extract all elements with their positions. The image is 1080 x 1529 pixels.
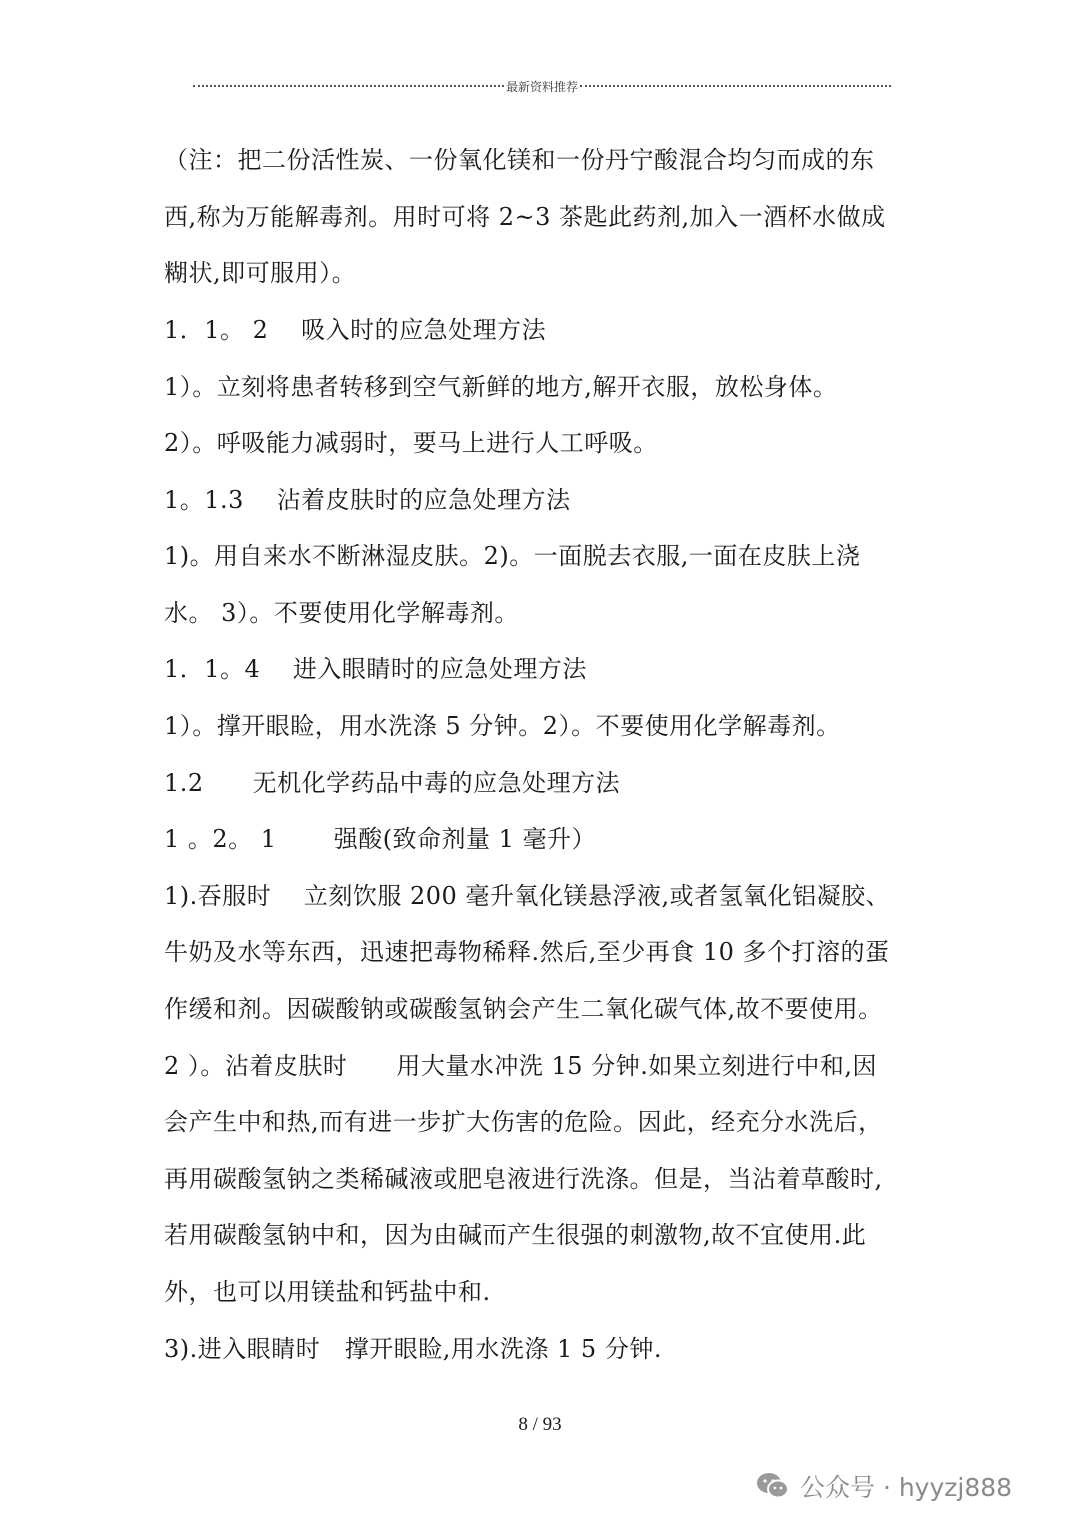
section-heading: 1．1。 2 吸入时的应急处理方法 bbox=[164, 316, 547, 344]
watermark-text: 公众号 · hyyzj888 bbox=[800, 1473, 1013, 1502]
text-line: 1)。用自来水不断淋湿皮肤。2)。一面脱去衣服,一面在皮肤上浇 bbox=[164, 542, 861, 570]
text-line: 3).进入眼睛时 撑开眼睑,用水洗涤 1 5 分钟. bbox=[164, 1335, 662, 1363]
text-line: 外，也可以用镁盐和钙盐中和. bbox=[164, 1278, 491, 1306]
text-line: 1).吞服时 立刻饮服 200 毫升氧化镁悬浮液,或者氢氧化铝凝胶、 bbox=[164, 882, 891, 910]
header-label: 最新资料推荐 bbox=[506, 79, 579, 94]
text-line: 2 ）。沾着皮肤时 用大量水冲洗 15 分钟.如果立刻进行中和,因 bbox=[164, 1052, 877, 1080]
section-heading: 1.2 无机化学药品中毒的应急处理方法 bbox=[164, 769, 621, 797]
section-heading: 1 。2。 1 强酸(致命剂量 1 毫升） bbox=[164, 825, 597, 853]
section-heading: 1。1.3 沾着皮肤时的应急处理方法 bbox=[164, 486, 571, 514]
text-line: 2）。呼吸能力减弱时，要马上进行人工呼吸。 bbox=[164, 429, 658, 457]
wechat-icon bbox=[756, 1471, 790, 1501]
text-line: 糊状,即可服用）。 bbox=[164, 259, 357, 287]
text-line: 若用碳酸氢钠中和，因为由碱而产生很强的刺激物,故不宜使用.此 bbox=[164, 1221, 867, 1249]
page-header bbox=[193, 76, 891, 96]
text-line: 1）。立刻将患者转移到空气新鲜的地方,解开衣服，放松身体。 bbox=[164, 373, 838, 401]
watermark bbox=[756, 1466, 1012, 1506]
text-line: 牛奶及水等东西，迅速把毒物稀释.然后,至少再食 10 多个打溶的蛋 bbox=[164, 938, 890, 966]
text-line: 再用碳酸氢钠之类稀碱液或肥皂液进行洗涤。但是，当沾着草酸时, bbox=[164, 1165, 883, 1193]
header-dotted-rule-right bbox=[580, 85, 891, 87]
header-dotted-rule-left bbox=[193, 85, 504, 87]
text-line: 1）。撑开眼睑，用水洗涤 5 分钟。2）。不要使用化学解毒剂。 bbox=[164, 712, 841, 740]
text-line: 西,称为万能解毒剂。用时可将 2~3 茶匙此药剂,加入一酒杯水做成 bbox=[164, 203, 886, 231]
text-line: 水。 3）。不要使用化学解毒剂。 bbox=[164, 599, 519, 627]
page-number: 8 / 93 bbox=[518, 1414, 562, 1435]
text-line: 会产生中和热,而有进一步扩大伤害的危险。因此，经充分水洗后， bbox=[164, 1108, 883, 1136]
section-heading: 1．1。4 进入眼睛时的应急处理方法 bbox=[164, 655, 587, 683]
text-line: （注：把二份活性炭、一份氧化镁和一份丹宁酸混合均匀而成的东 bbox=[164, 146, 875, 174]
text-line: 作缓和剂。因碳酸钠或碳酸氢钠会产生二氧化碳气体,故不要使用。 bbox=[164, 995, 883, 1023]
